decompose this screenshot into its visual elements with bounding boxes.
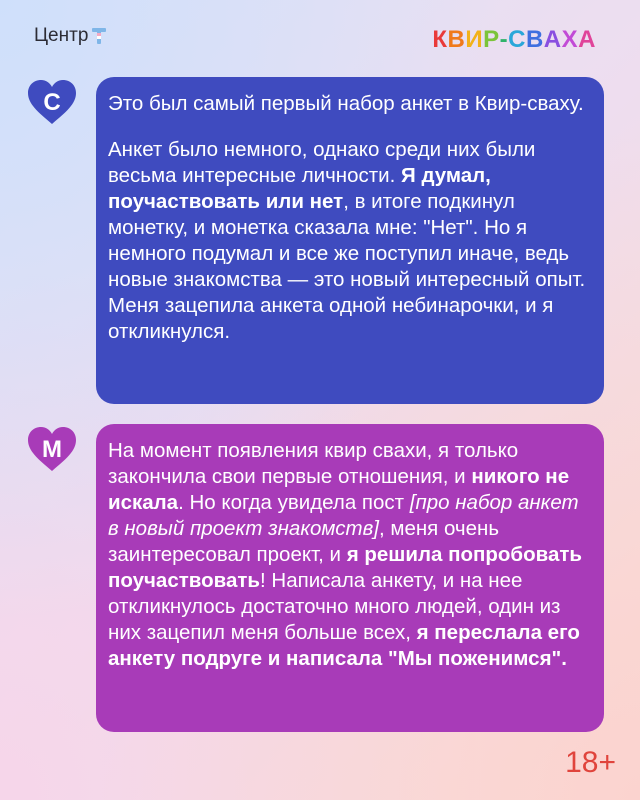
bold-text: я решила попробовать поучаствовать <box>108 543 582 592</box>
title-letter: - <box>499 26 509 53</box>
italic-text: [про набор анкет в новый проект знакомств] <box>108 491 579 540</box>
message-paragraph <box>108 438 586 672</box>
message-paragraph <box>108 137 586 345</box>
message-text: На момент появления квир свахи, я только закончила свои первые отношения, и <box>108 439 519 488</box>
header-title <box>432 26 596 54</box>
age-rating: 18+ <box>565 746 616 779</box>
title-letter: В <box>525 26 544 53</box>
message-text: , в итоге подкинул монетку, и монетка сказала мне: "Нет". Но я немного подумал и все же поступил иначе, ведь новые знакомства — это новый интересный опыт. Меня зацепила анкета одной небинарочки, и я откликнулся. <box>108 190 586 343</box>
title-letter: Х <box>561 26 579 53</box>
message-text: ! Написала анкету, и на нее откликнулось достаточно много людей, один из них зацепил меня больше всех, <box>108 569 561 644</box>
avatar-m <box>28 427 76 473</box>
title-letter: В <box>447 26 466 53</box>
message-text: , меня очень заинтересовал проект, и <box>108 517 500 566</box>
title-letter: А <box>578 26 596 53</box>
avatar-letter: М <box>42 436 62 463</box>
center-label: Центр <box>34 25 89 46</box>
message-text: . Но когда увидела пост <box>178 491 410 514</box>
header-left <box>34 25 106 47</box>
center-logo-icon <box>92 27 106 45</box>
title-letter: А <box>543 26 562 53</box>
message-paragraph <box>108 91 586 117</box>
bold-text: никого не искала <box>108 465 570 514</box>
bold-text: я переслала его анкету подруге и написала "Мы поженимся". <box>108 621 580 670</box>
message-bubble-2 <box>96 424 604 732</box>
avatar-letter: С <box>43 89 61 116</box>
title-letter: И <box>465 26 484 53</box>
avatar-s <box>28 80 76 126</box>
title-letter: Р <box>483 26 500 53</box>
title-letter: К <box>432 26 448 53</box>
message-bubble-1 <box>96 77 604 404</box>
bold-text: Я думал, поучаствовать или нет <box>108 164 491 213</box>
message-text: Это был самый первый набор анкет в Квир-сваху. <box>108 92 584 115</box>
message-text: Анкет было немного, однако среди них были весьма интересные личности. <box>108 138 536 187</box>
title-letter: С <box>508 26 526 53</box>
